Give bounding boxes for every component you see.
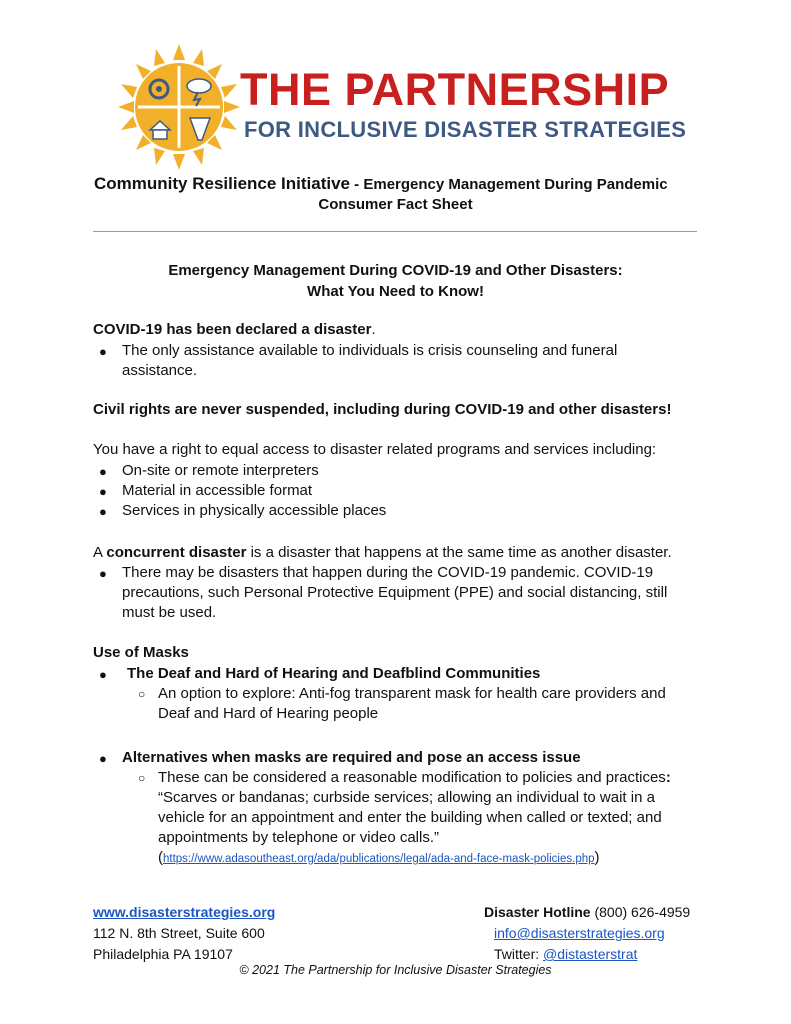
hotline (484, 902, 690, 923)
bullet-icon: ● (99, 484, 107, 499)
sub-bullet-icon: ○ (138, 771, 146, 785)
bullet-icon: ● (99, 667, 107, 682)
masks-heading: Use of Masks (93, 644, 189, 661)
hotline-label: Disaster Hotline (484, 904, 591, 920)
alt-line-2: “Scarves or bandanas; curbside services; allowing an individual to wait in a (158, 789, 655, 806)
concurrent-bullet-line-2: precautions, such Personal Protective Equipment (PPE) and social distancing, still (122, 584, 668, 601)
sub-bullet-icon: ○ (138, 687, 146, 701)
hotline-number: (800) 626-4959 (590, 904, 691, 920)
covid-declared-heading (93, 320, 376, 340)
covid-declared-text: COVID-19 has been declared a disaster (93, 321, 372, 338)
alt-line-1-colon: : (665, 769, 671, 786)
deaf-option-line-1: An option to explore: Anti-fog transparent mask for health care providers and (158, 685, 666, 702)
concurrent-disaster-definition (93, 543, 672, 563)
email-link[interactable]: info@disasterstrategies.org (494, 925, 665, 941)
logo-title: THE PARTNERSHIP (240, 64, 670, 115)
rights-item: Services in physically accessible places (122, 502, 387, 519)
page-title-line-1: Emergency Management During COVID-19 and Other Disasters: (168, 262, 623, 279)
logo-subtitle: FOR INCLUSIVE DISASTER STRATEGIES (244, 117, 687, 142)
twitter-link[interactable]: @distasterstrat (543, 946, 638, 962)
bullet-icon: ● (99, 504, 107, 519)
alt-source (158, 848, 671, 869)
fact-sheet-label: Consumer Fact Sheet (318, 196, 473, 213)
deaf-community-heading: The Deaf and Hard of Hearing and Deafblind Communities (127, 665, 541, 682)
concurrent-bullet-line-1: There may be disasters that happen during the COVID-19 pandemic. COVID-19 (122, 564, 654, 581)
rights-item: Material in accessible format (122, 482, 313, 499)
header-line-1 (94, 174, 714, 194)
footer-contact-hotline (484, 902, 690, 965)
twitter (484, 944, 690, 965)
concurrent-bullet (122, 563, 667, 623)
ada-mask-policy-link[interactable]: https://www.adasoutheast.org/ada/publications/legal/ada-and-face-mask-policies.php (163, 853, 595, 865)
covid-bullet-line-2: assistance. (122, 362, 198, 379)
alt-source-close-paren: ) (594, 849, 600, 866)
address-line-2: Philadelphia PA 19107 (93, 946, 233, 962)
covid-bullet-line-1: The only assistance available to individuals is crisis counseling and funeral (122, 342, 618, 359)
bullet-icon: ● (99, 751, 107, 766)
alt-line-3: vehicle for an appointment and enter the building when called or texted; and (158, 809, 662, 826)
alternatives-detail (158, 768, 671, 869)
rights-item: On-site or remote interpreters (122, 462, 319, 479)
bullet-icon: ● (99, 344, 107, 359)
partnership-logo (118, 44, 687, 170)
covid-bullet (122, 341, 617, 381)
concurrent-post: is a disaster that happens at the same time as another disaster. (246, 544, 672, 561)
alt-line-1 (158, 768, 671, 788)
copyright: © 2021 The Partnership for Inclusive Disaster Strategies (239, 963, 552, 977)
bullet-icon: ● (99, 464, 107, 479)
rights-intro: You have a right to equal access to disaster related programs and services including: (93, 441, 657, 458)
website-link[interactable]: www.disasterstrategies.org (93, 904, 276, 920)
alt-line-1-text: These can be considered a reasonable modification to policies and practices (158, 769, 666, 786)
civil-rights-statement: Civil rights are never suspended, including during COVID-19 and other disasters! (93, 401, 672, 418)
initiative-name: Community Resilience Initiative (94, 174, 351, 193)
sun-emblem-icon (118, 44, 240, 170)
address-line-1: 112 N. 8th Street, Suite 600 (93, 925, 265, 941)
twitter-label: Twitter: (494, 946, 544, 962)
bullet-icon: ● (99, 566, 107, 581)
concurrent-term: concurrent disaster (106, 544, 247, 561)
deaf-option-line-2: Deaf and Hard of Hearing people (158, 705, 379, 722)
page-title (0, 260, 791, 302)
alternatives-heading: Alternatives when masks are required and pose an access issue (122, 749, 581, 766)
alt-source-open-paren: ( (158, 849, 163, 866)
page-title-line-2: What You Need to Know! (307, 283, 484, 300)
covid-declared-period: . (371, 321, 376, 338)
alt-line-4: appointments by telephone or video calls.” (158, 829, 440, 846)
header-divider (93, 231, 697, 232)
deaf-community-option (158, 684, 666, 724)
initiative-subtitle: - Emergency Management During Pandemic (350, 176, 668, 193)
concurrent-pre: A (93, 544, 107, 561)
footer-contact-address (93, 902, 275, 965)
concurrent-bullet-line-3: must be used. (122, 604, 217, 621)
